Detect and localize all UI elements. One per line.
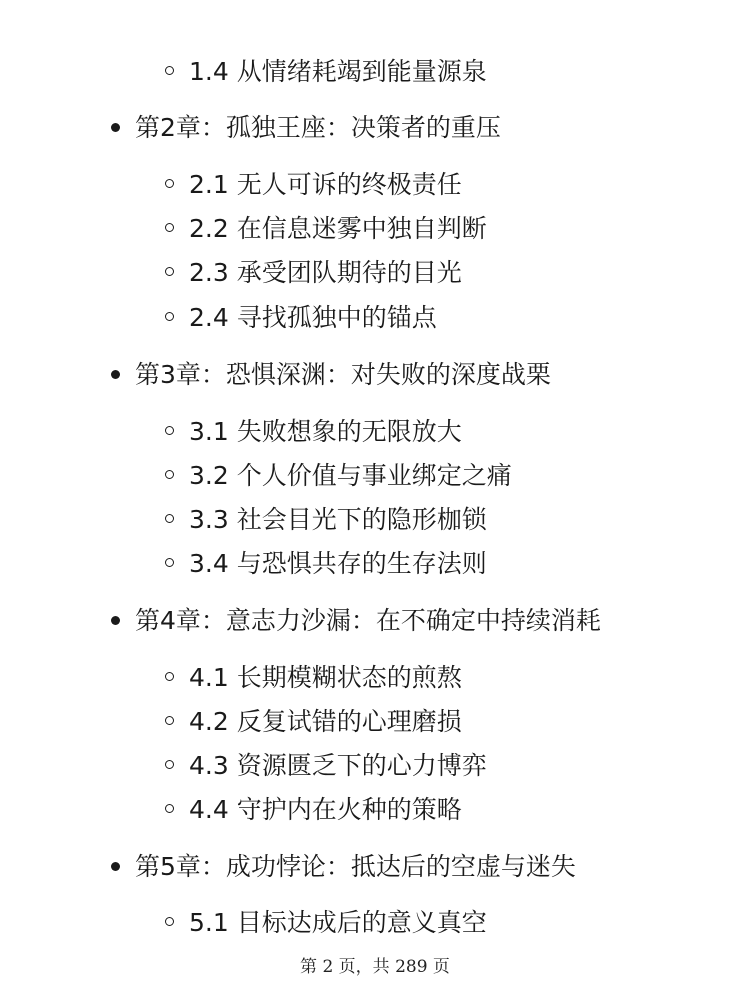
page-number-footer: 第 2 页，共 289 页 <box>300 957 450 977</box>
disc-bullet-icon <box>111 123 120 132</box>
disc-bullet-icon <box>111 370 120 379</box>
section-title: 3.2 个人价值与事业绑定之痛 <box>189 461 512 490</box>
circle-bullet-icon <box>165 66 174 75</box>
section-title: 2.4 寻找孤独中的锚点 <box>189 303 437 332</box>
chapter-title: 第5章：成功悖论：抵达后的空虚与迷失 <box>135 852 576 881</box>
section-title: 2.3 承受团队期待的目光 <box>189 258 462 287</box>
toc-section-2-4 <box>189 302 437 334</box>
toc-section-3-2 <box>189 460 512 492</box>
circle-bullet-icon <box>165 223 174 232</box>
toc-section-3-3 <box>189 504 487 536</box>
circle-bullet-icon <box>165 760 174 769</box>
section-title: 4.2 反复试错的心理磨损 <box>189 707 462 736</box>
disc-bullet-icon <box>111 862 120 871</box>
toc-section-4-4 <box>189 794 462 826</box>
circle-bullet-icon <box>165 312 174 321</box>
toc-section-1-4 <box>189 56 487 88</box>
toc-section-4-2 <box>189 706 462 738</box>
toc-section-4-1 <box>189 662 462 694</box>
circle-bullet-icon <box>165 804 174 813</box>
toc-section-4-3 <box>189 750 487 782</box>
toc-section-3-1 <box>189 416 462 448</box>
circle-bullet-icon <box>165 716 174 725</box>
toc-chapter-5 <box>135 851 576 883</box>
section-title: 4.4 守护内在火种的策略 <box>189 795 462 824</box>
chapter-title: 第2章：孤独王座：决策者的重压 <box>135 113 501 142</box>
section-title: 1.4 从情绪耗竭到能量源泉 <box>189 57 487 86</box>
toc-chapter-3 <box>135 359 551 391</box>
chapter-title: 第3章：恐惧深渊：对失败的深度战栗 <box>135 360 551 389</box>
section-title: 2.2 在信息迷雾中独自判断 <box>189 214 487 243</box>
section-title: 4.1 长期模糊状态的煎熬 <box>189 663 462 692</box>
circle-bullet-icon <box>165 514 174 523</box>
toc-section-2-2 <box>189 213 487 245</box>
section-title: 4.3 资源匮乏下的心力博弈 <box>189 751 487 780</box>
circle-bullet-icon <box>165 179 174 188</box>
disc-bullet-icon <box>111 616 120 625</box>
circle-bullet-icon <box>165 470 174 479</box>
circle-bullet-icon <box>165 917 174 926</box>
toc-section-3-4 <box>189 548 487 580</box>
circle-bullet-icon <box>165 672 174 681</box>
circle-bullet-icon <box>165 267 174 276</box>
section-title: 3.3 社会目光下的隐形枷锁 <box>189 505 487 534</box>
toc-section-5-1 <box>189 907 487 939</box>
chapter-title: 第4章：意志力沙漏：在不确定中持续消耗 <box>135 606 601 635</box>
toc-chapter-4 <box>135 605 601 637</box>
toc-section-2-3 <box>189 257 462 289</box>
circle-bullet-icon <box>165 558 174 567</box>
toc-chapter-2 <box>135 112 501 144</box>
section-title: 2.1 无人可诉的终极责任 <box>189 170 462 199</box>
section-title: 5.1 目标达成后的意义真空 <box>189 908 487 937</box>
circle-bullet-icon <box>165 426 174 435</box>
section-title: 3.1 失败想象的无限放大 <box>189 417 462 446</box>
toc-section-2-1 <box>189 169 462 201</box>
section-title: 3.4 与恐惧共存的生存法则 <box>189 549 487 578</box>
